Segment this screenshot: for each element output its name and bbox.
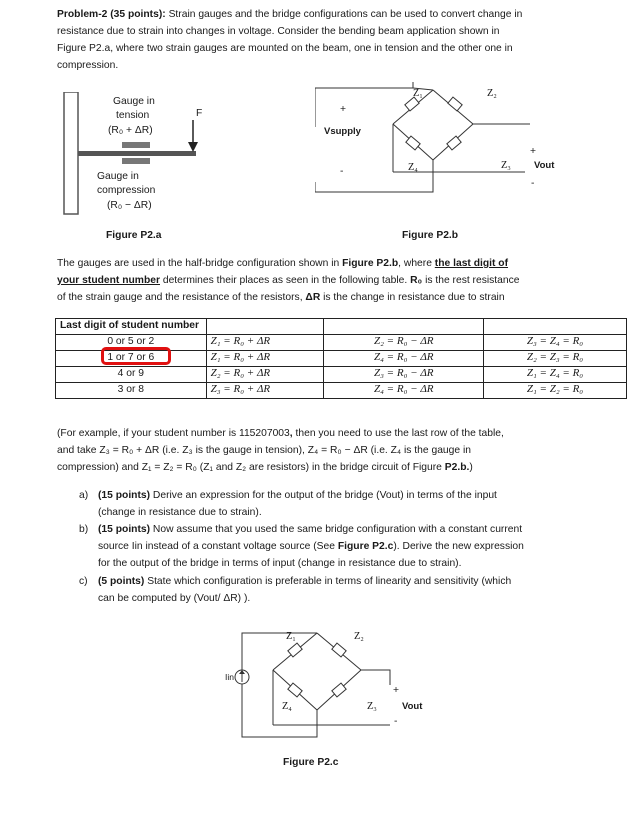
problem-heading: Problem-2 (35 points): xyxy=(57,9,166,20)
z1-label: Z₁ xyxy=(413,88,423,99)
iin-label: Iin xyxy=(225,672,234,682)
output-minus: - xyxy=(531,178,535,189)
source-bottom-wire xyxy=(242,684,317,737)
table-header: Last digit of student number xyxy=(56,319,207,335)
z1-label-c: Z₁ xyxy=(286,631,296,642)
table-row-highlighted: 1 or 7 or 6 Z₁ = R₀ + ΔR Z₄ = R₀ − ΔR Z₂ = Z₃ = R₀ xyxy=(56,351,627,367)
bridge-circuit-c xyxy=(205,625,445,755)
z2-label: Z₂ xyxy=(487,88,497,99)
example-line-1: (For example, if your student number is 115207003, then you need to use the last row of the table, xyxy=(57,428,504,439)
resistor-z1 xyxy=(405,97,419,111)
bridge-circuit-b xyxy=(315,82,555,212)
z3-label-c: Z₃ xyxy=(367,701,377,712)
example-line-2: and take Z₃ = R₀ + ΔR (i.e. Z₃ is the gauge in tension), Z₄ = R₀ − ΔR (i.e. Z₄ is the gauge in xyxy=(57,445,471,456)
compression-label-3: (R₀ − ΔR) xyxy=(107,200,152,211)
question-b-line-2: source Iin instead of a constant voltage source (See Figure P2.c). Derive the new expression xyxy=(98,541,524,552)
intro-line-3: Figure P2.a, where two strain gauges are mounted on the beam, one in tension and the other one in xyxy=(57,43,513,54)
intro-line-2: resistance due to strain into changes in voltage. Consider the bending beam application shown in xyxy=(57,26,500,37)
para2-line-1: The gauges are used in the half-bridge configuration shown in Figure P2.b, where the last digit of xyxy=(57,258,509,269)
question-a-label: a) xyxy=(79,490,89,501)
supply-minus: - xyxy=(340,166,344,177)
table-row: 4 or 9 Z₂ = R₀ + ΔR Z₃ = R₀ − ΔR Z₁ = Z₄ = R₀ xyxy=(56,367,627,383)
wall-support xyxy=(64,92,78,214)
force-label: F xyxy=(196,108,203,119)
z4-label-c: Z₄ xyxy=(282,701,292,712)
output-plus-c: + xyxy=(393,685,400,696)
intro-line-4: compression. xyxy=(57,60,119,71)
tension-label-1: Gauge in xyxy=(113,96,155,107)
vsupply-label: Vsupply xyxy=(324,126,361,137)
question-a-line-1: (15 points) Derive an expression for the output of the bridge (Vout) in terms of the input xyxy=(98,490,497,501)
resistor-z1-c xyxy=(288,643,302,657)
question-a-line-2: (change in resistance due to strain). xyxy=(98,507,262,518)
para2-line-3: of the strain gauge and the resistance of the resistors, ΔR is the change in resistance due to strain xyxy=(57,292,505,303)
example-line-3: compression) and Z₁ = Z₂ = R₀ (Z₁ and Z₂ are resistors) in the bridge circuit of Figure P2.b.) xyxy=(57,462,473,473)
table-header-row xyxy=(56,319,627,335)
question-b-line-3: for the output of the bridge in terms of input (change in resistance due to strain). xyxy=(98,558,462,569)
tension-label-3: (R₀ + ΔR) xyxy=(108,125,153,136)
question-c-line-2: can be computed by (Vout/ ΔR) ). xyxy=(98,593,251,604)
intro-line-1: Problem-2 (35 points): Strain gauges and the bridge configurations can be used to convert change in xyxy=(57,9,523,20)
compression-label-1: Gauge in xyxy=(97,171,139,182)
vout-label-c: Vout xyxy=(402,701,423,712)
tension-label-2: tension xyxy=(116,110,150,121)
table-row: 0 or 5 or 2 Z₁ = R₀ + ΔR Z₂ = R₀ − ΔR Z₃ = Z₄ = R₀ xyxy=(56,335,627,351)
question-c-label: c) xyxy=(79,576,88,587)
output-minus-c: - xyxy=(394,716,398,727)
para2-line-2: your student number determines their places as seen in the following table. R₀ is the rest resistance xyxy=(57,275,520,286)
z3-label: Z₃ xyxy=(501,160,511,171)
figure-p2c-caption: Figure P2.c xyxy=(283,757,339,768)
resistor-z3 xyxy=(447,136,461,150)
compression-label-2: compression xyxy=(97,185,156,196)
tension-gauge-block xyxy=(122,142,150,148)
beam xyxy=(78,151,196,156)
table-row: 3 or 8 Z₃ = R₀ + ΔR Z₄ = R₀ − ΔR Z₁ = Z₂ = R₀ xyxy=(56,383,627,399)
compression-gauge-block xyxy=(122,158,150,164)
highlight-circle xyxy=(101,347,171,365)
resistor-z2-c xyxy=(332,643,346,657)
question-c-line-1: (5 points) State which configuration is preferable in terms of linearity and sensitivity (which xyxy=(98,576,512,587)
question-b-label: b) xyxy=(79,524,89,535)
figure-p2b xyxy=(315,82,555,212)
question-b-line-1: (15 points) Now assume that you used the same bridge configuration with a constant current xyxy=(98,524,523,535)
figure-p2c xyxy=(205,625,445,755)
resistor-z2 xyxy=(448,97,462,111)
output-plus: + xyxy=(530,146,537,157)
figure-p2b-caption: Figure P2.b xyxy=(402,230,459,241)
vout-label: Vout xyxy=(534,160,555,171)
figure-p2a-caption: Figure P2.a xyxy=(106,230,162,241)
output-right-wire-c xyxy=(361,670,390,685)
supply-plus: + xyxy=(340,104,347,115)
supply-top-wire xyxy=(315,82,413,127)
z4-label: Z₄ xyxy=(408,162,418,173)
z2-label-c: Z₂ xyxy=(354,631,364,642)
force-arrowhead xyxy=(188,142,198,152)
